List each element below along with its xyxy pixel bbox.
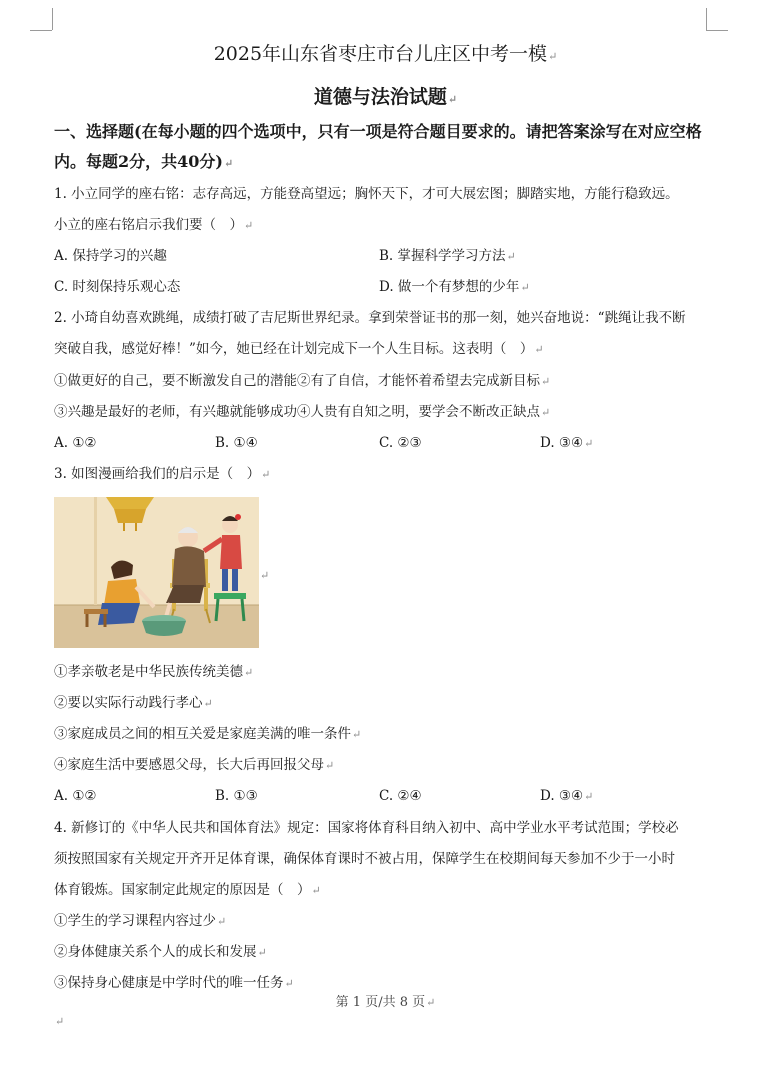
q4-statement-2: ②身体健康关系个人的成长和发展↵ bbox=[54, 944, 267, 960]
crop-mark-top-right-vertical bbox=[706, 8, 707, 30]
q1-option-a: A. 保持学习的兴趣 bbox=[54, 248, 167, 264]
q4-statement-3: ③保持身心健康是中学时代的唯一任务↵ bbox=[54, 975, 294, 991]
q4-statement-1: ①学生的学习课程内容过少↵ bbox=[54, 913, 227, 929]
crop-mark-top-left-horizontal bbox=[30, 30, 52, 31]
q3-option-c: C. ②④ bbox=[379, 788, 422, 804]
section-heading-line1: 一、选择题(在每小题的四个选项中，只有一项是符合题目要求的。请把答案涂写在对应空格 bbox=[54, 122, 702, 141]
q2-option-d: D. ③④↵ bbox=[540, 435, 594, 451]
q4-stem-line2: 须按照国家有关规定开齐开足体育课，确保体育课时不被占用，保障学生在校期间每天参加不少于一小时 bbox=[54, 851, 675, 867]
q2-stem-line1: 2. 小琦自幼喜欢跳绳，成绩打破了吉尼斯世界纪录。拿到荣誉证书的那一刻，她兴奋地说：“跳绳让我不断 bbox=[54, 310, 686, 326]
page-footer: 第 1 页/共 8 页↵ bbox=[335, 995, 436, 1010]
q2-statements-1-2: ①做更好的自己，要不断激发自己的潜能②有了自信，才能怀着希望去完成新目标↵ bbox=[54, 373, 551, 389]
q1-stem-line2: 小立的座右铭启示我们要（ ）↵ bbox=[54, 217, 254, 233]
q3-statement-1: ①孝亲敬老是中华民族传统美德↵ bbox=[54, 664, 254, 680]
q2-stem-line2: 突破自我，感觉好棒！”如今，她已经在计划完成下一个人生目标。这表明（ ）↵ bbox=[54, 341, 544, 357]
q4-stem-line1: 4. 新修订的《中华人民共和国体育法》规定：国家将体育科目纳入初中、高中学业水平考试范围；学校必 bbox=[54, 820, 679, 836]
q1-option-d: D. 做一个有梦想的少年↵ bbox=[379, 279, 530, 295]
section-heading-line2: 内。每题2分，共40分)↵ bbox=[54, 152, 234, 171]
q2-option-a: A. ①② bbox=[54, 435, 97, 451]
q3-option-b: B. ①③ bbox=[215, 788, 258, 804]
q3-option-d: D. ③④↵ bbox=[540, 788, 594, 804]
q1-stem-line1: 1. 小立同学的座右铭：志存高远，方能登高望远；胸怀天下，才可大展宏图；脚踏实地，方能行稳致远。 bbox=[54, 186, 679, 202]
q2-statements-3-4: ③兴趣是最好的老师，有兴趣就能够成功④人贵有自知之明，要学会不断改正缺点↵ bbox=[54, 404, 551, 420]
q3-statement-3: ③家庭成员之间的相互关爱是家庭美满的唯一条件↵ bbox=[54, 726, 362, 742]
q3-statement-2: ②要以实际行动践行孝心↵ bbox=[54, 695, 213, 711]
document-subtitle: 道德与法治试题↵ bbox=[313, 86, 458, 108]
cartoon-illustration bbox=[54, 497, 259, 648]
q4-stem-line3: 体育锻炼。国家制定此规定的原因是（ ）↵ bbox=[54, 882, 321, 898]
q1-option-b: B. 掌握科学学习方法↵ bbox=[379, 248, 516, 264]
q3-statement-4: ④家庭生活中要感恩父母，长大后再回报父母↵ bbox=[54, 757, 335, 773]
q1-option-c: C. 时刻保持乐观心态 bbox=[54, 279, 181, 295]
q3-stem: 3. 如图漫画给我们的启示是（ ）↵ bbox=[54, 466, 271, 482]
document-title: 2025年山东省枣庄市台儿庄区中考一模↵ bbox=[213, 43, 558, 65]
q3-option-a: A. ①② bbox=[54, 788, 97, 804]
crop-mark-top-left-vertical bbox=[52, 8, 53, 30]
q2-option-c: C. ②③ bbox=[379, 435, 422, 451]
q3-image-paragraph-mark: ↵ bbox=[260, 569, 270, 582]
q2-option-b: B. ①④ bbox=[215, 435, 258, 451]
trailing-paragraph-mark: ↵ bbox=[55, 1015, 65, 1028]
crop-mark-top-right-horizontal bbox=[706, 30, 728, 31]
